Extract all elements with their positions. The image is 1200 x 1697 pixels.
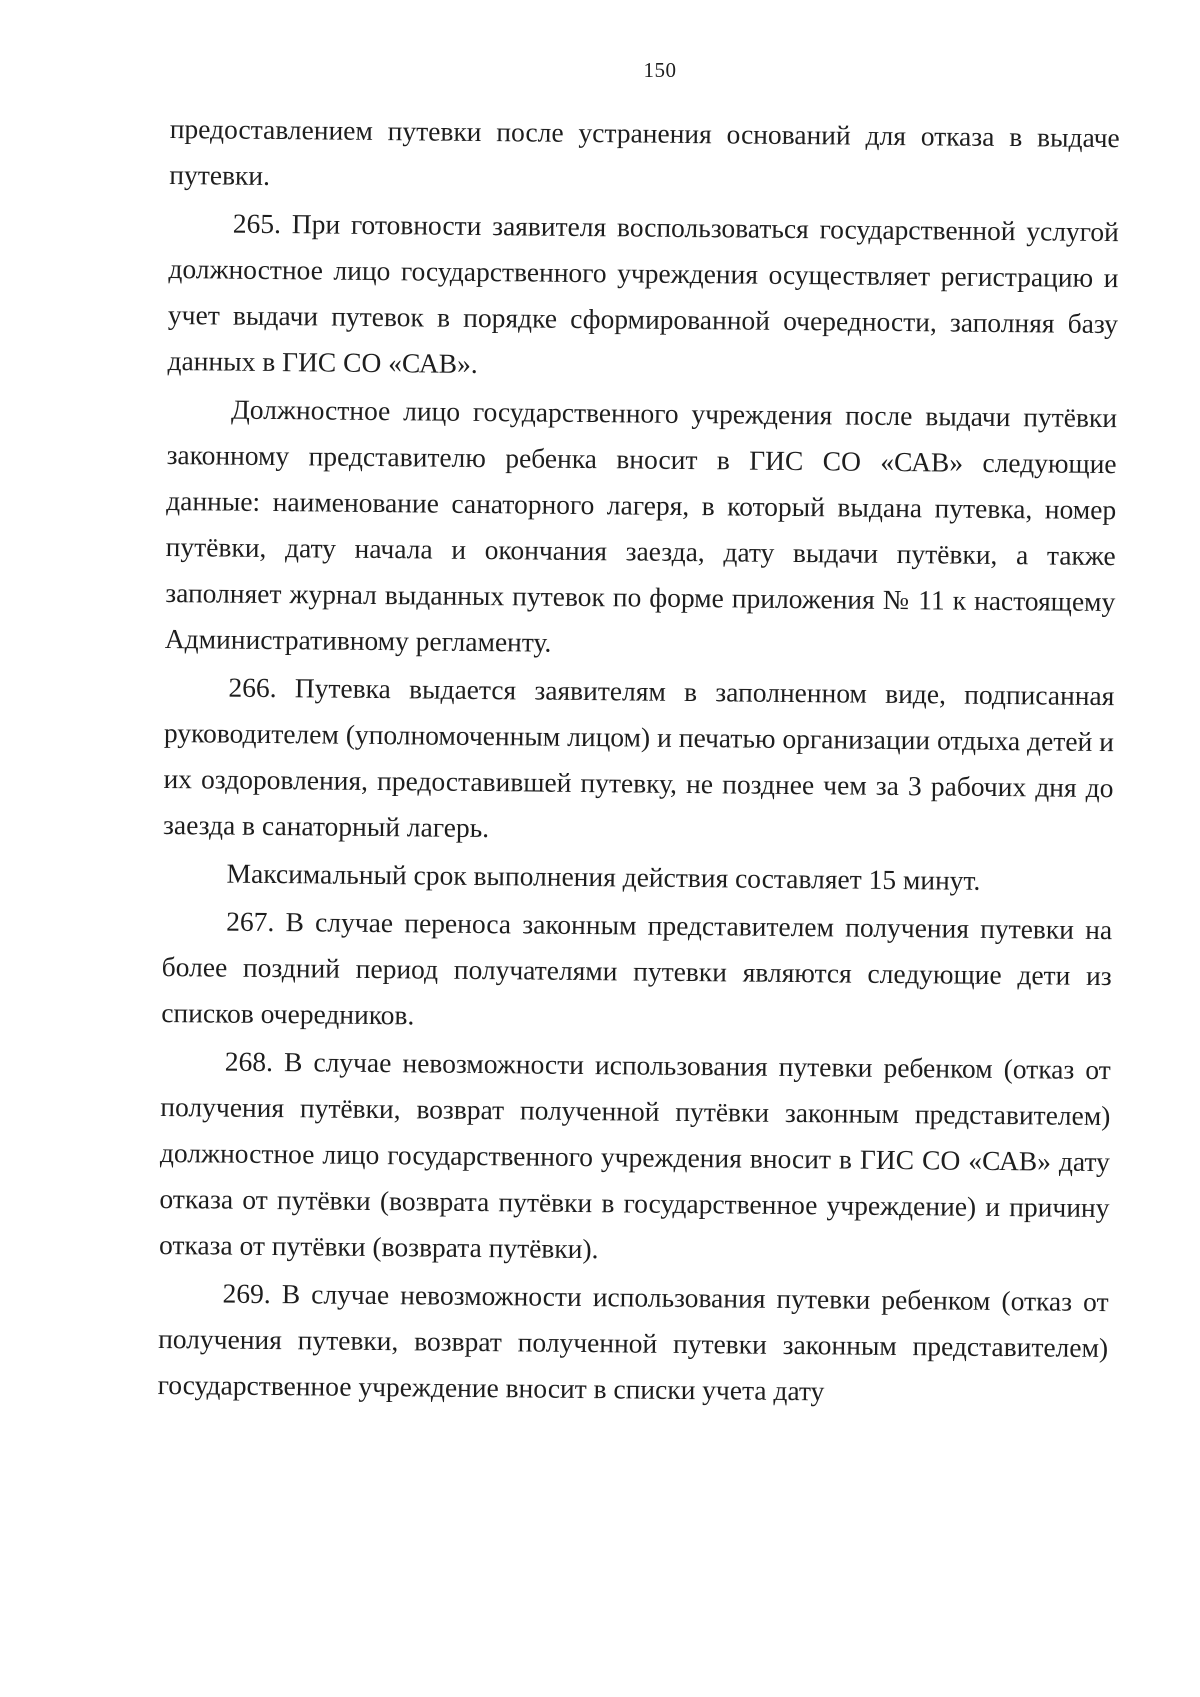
paragraph-265: 265. При готовности заявителя воспользоваться государственной услугой должностное лицо государственного учреждения осуществляет регистрацию и учет выдачи путевок в порядке сформированной очередности, заполняя базу данных в ГИС СО «САВ». xyxy=(167,207,1119,379)
paragraph-official-entry: Должностное лицо государственного учреждения после выдачи путёвки законному представителю ребенка вносит в ГИС СО «САВ» следующие данные: наименование санаторного лагеря, в который выдана путевка, номер путёвки, дату начала и окончания заезда, дату выдачи путёвки, а также заполняет журнал выданных путевок по форме приложения № 11 к настоящему Административному регламенту. xyxy=(164,393,1118,658)
paragraph-266: 266. Путевка выдается заявителям в заполненном виде, подписанная руководителем (уполномоченным лицом) и печатью организации отдыха детей и их оздоровления, предоставившей путевку, не позднее чем за 3 рабочих дня до заезда в санаторный лагерь. xyxy=(162,671,1115,844)
paragraph-continuation: предоставлением путевки после устранения оснований для отказа в выдаче путевки. xyxy=(169,112,1120,191)
paragraph-268: 268. В случае невозможности использования путевки ребенком (отказ от получения путёвки, возврат полученной путёвки законным представителем) должностное лицо государственного учреждения вносит в ГИС СО «САВ» дату отказа от путёвки (возврата путёвки в государственное учреждение) и причину отказа от путёвки (возврата путёвки). xyxy=(158,1045,1111,1265)
document-body xyxy=(158,106,1120,1417)
page-number: 150 xyxy=(643,58,677,82)
paragraph-269: 269. В случае невозможности использования путевки ребенком (отказ от получения путевки, возврат полученной путевки законным представителем) государственное учреждение вносит в списки учета дату xyxy=(157,1277,1109,1407)
paragraph-max-time: Максимальный срок выполнения действия составляет 15 минут. xyxy=(226,857,981,896)
paragraph-267: 267. В случае переноса законным представителем получения путевки на более поздний период получателями путевки являются следующие дети из списков очередников. xyxy=(161,905,1113,1031)
